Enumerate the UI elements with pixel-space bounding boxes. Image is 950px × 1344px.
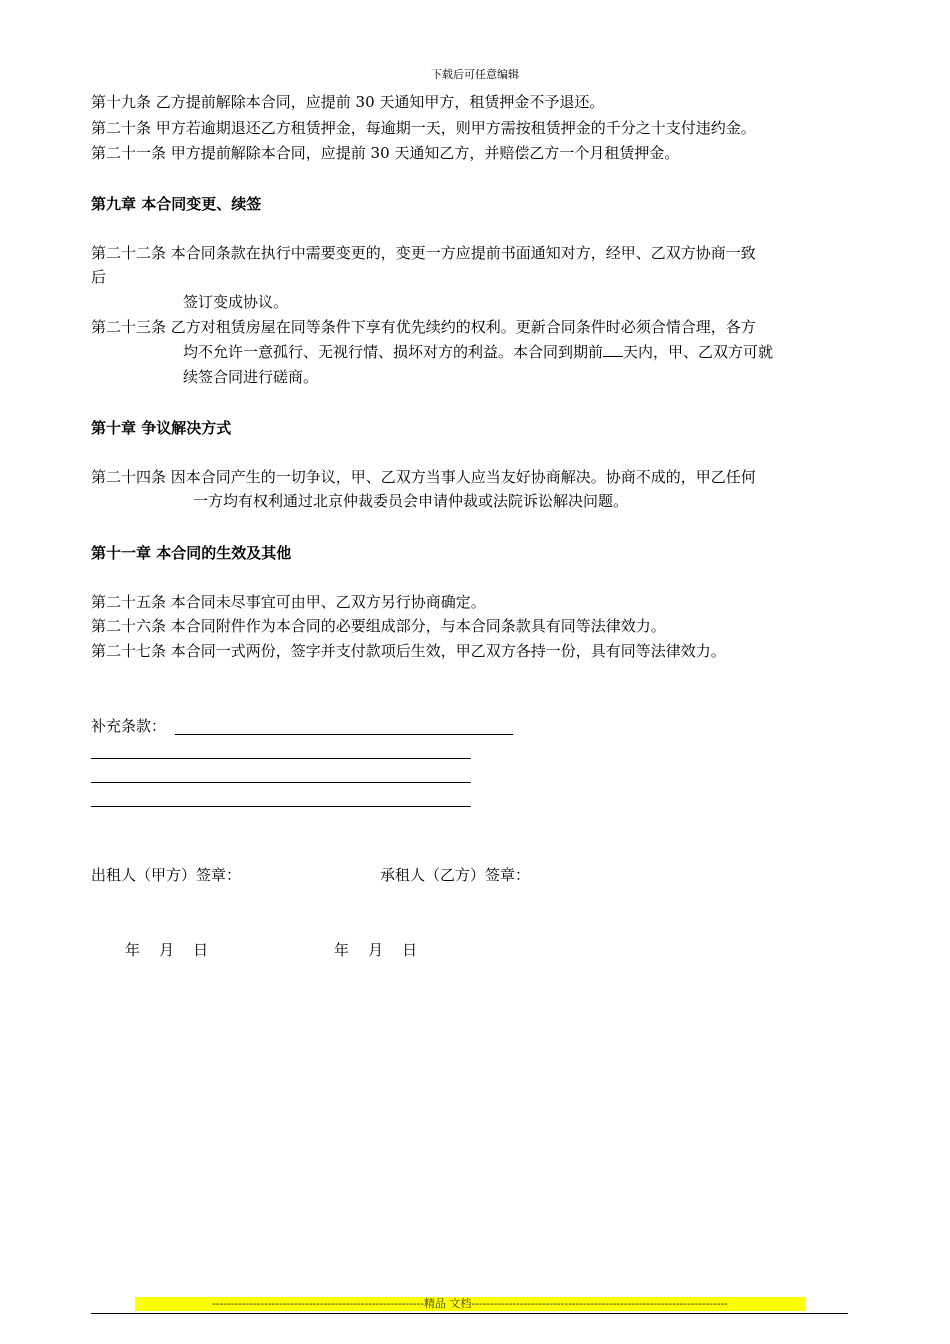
article-22-line3: 签订变成协议。 — [183, 293, 289, 311]
article-25: 第二十五条 本合同未尽事宜可由甲、乙双方另行协商确定。 — [91, 593, 486, 611]
article-23-line3: 续签合同进行磋商。 — [183, 368, 319, 386]
chapter-10-title: 第十章 争议解决方式 — [91, 419, 232, 437]
supplement-line-3 — [91, 782, 471, 783]
supplement-line-4 — [91, 806, 471, 807]
supplement-line-1 — [175, 734, 513, 735]
lessee-date: 年 月 日 — [334, 941, 418, 959]
article-24-line1: 第二十四条 因本合同产生的一切争议，甲、乙双方当事人应当友好协商解决。协商不成的，甲乙任何 — [91, 468, 756, 486]
article-26: 第二十六条 本合同附件作为本合同的必要组成部分，与本合同条款具有同等法律效力。 — [91, 617, 666, 635]
renewal-days-blank — [603, 342, 623, 357]
supplement-label: 补充条款： — [91, 717, 167, 735]
article-20: 第二十条 甲方若逾期退还乙方租赁押金，每逾期一天，则甲方需按租赁押金的千分之十支付违约金。 — [91, 119, 756, 137]
article-22-line2: 后 — [91, 268, 107, 286]
article-23-line2-text-b: 天内，甲、乙双方可就 — [623, 343, 774, 361]
footer-banner: ---------------------------------------------------------精品 文档--------------------------------------------------------------------- — [135, 1297, 805, 1311]
article-22-line1: 第二十二条 本合同条款在执行中需要变更的，变更一方应提前书面通知对方，经甲、乙双方协商一致 — [91, 244, 756, 262]
article-19: 第十九条 乙方提前解除本合同，应提前 30 天通知甲方，租赁押金不予退还。 — [91, 93, 605, 111]
footer-rule — [91, 1313, 848, 1314]
lessor-signature-label: 出租人（甲方）签章： — [91, 866, 242, 884]
lessor-date: 年 月 日 — [125, 941, 209, 959]
page-header: 下载后可任意编辑 — [431, 68, 519, 81]
article-23-line2-text-a: 均不允许一意孤行、无视行情、损坏对方的利益。本合同到期前 — [183, 343, 604, 361]
chapter-9-title: 第九章 本合同变更、续签 — [91, 195, 262, 213]
chapter-11-title: 第十一章 本合同的生效及其他 — [91, 544, 292, 562]
article-23-line1: 第二十三条 乙方对租赁房屋在同等条件下享有优先续约的权利。更新合同条件时必须合情合理，各方 — [91, 318, 756, 336]
article-27: 第二十七条 本合同一式两份，签字并支付款项后生效，甲乙双方各持一份，具有同等法律效力。 — [91, 642, 726, 660]
article-24-line2: 一方均有权利通过北京仲裁委员会申请仲裁或法院诉讼解决问题。 — [193, 492, 629, 510]
lessee-signature-label: 承租人（乙方）签章： — [380, 866, 531, 884]
article-23-line2 — [183, 342, 773, 362]
article-21: 第二十一条 甲方提前解除本合同，应提前 30 天通知乙方，并赔偿乙方一个月租赁押金。 — [91, 144, 680, 162]
supplement-line-2 — [91, 758, 471, 759]
